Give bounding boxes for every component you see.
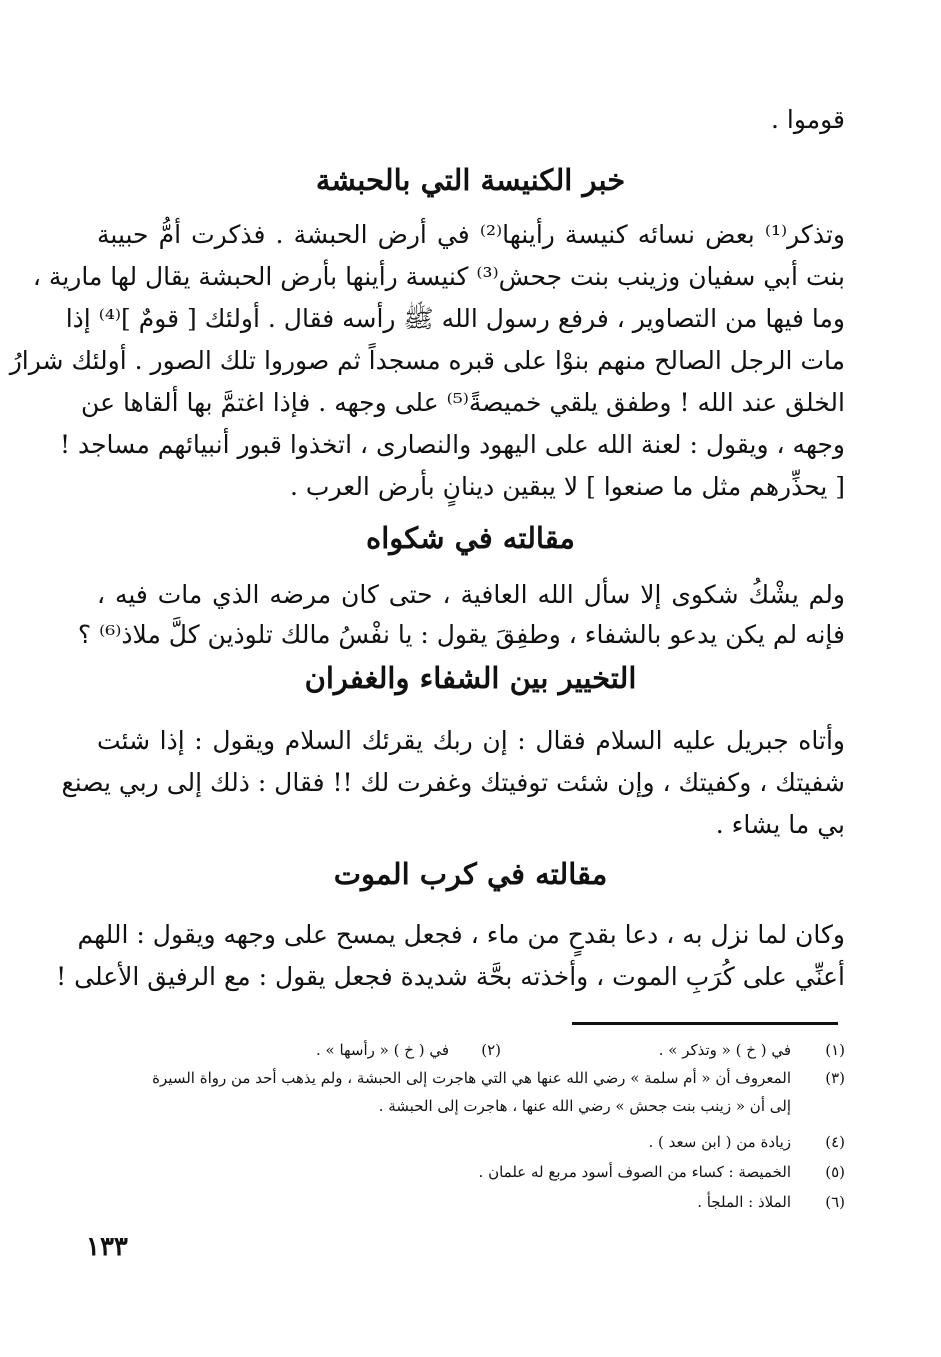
footnote-text: إلى أن « زينب بنت جحش » رضي الله عنها ، هاجرت إلى الحبشة .	[378, 1097, 791, 1115]
paragraph-line: وتذكر⁽¹⁾ بعض نسائه كنيسة رأينها⁽²⁾ في أرض الحبشة . فذكرت أمُّ حبيبة	[97, 220, 845, 249]
page-number: ١٣٣	[86, 1232, 128, 1262]
paragraph-line: ولم يشْكُ شكوى إلا سأل الله العافية ، حتى كان مرضه الذي مات فيه ،	[97, 580, 845, 609]
footnote-number: (٢)	[481, 1041, 501, 1059]
footnote-text: زيادة من ( ابن سعد ) .	[648, 1133, 791, 1151]
paragraph-line: فإنه لم يكن يدعو بالشفاء ، وطفِقَ يقول : يا نفْسُ مالك تلوذين كلَّ ملاذ⁽⁶⁾ ؟	[77, 620, 845, 649]
footnote-number: (١)	[825, 1041, 845, 1059]
footnote-separator	[572, 1022, 838, 1025]
paragraph-line: بنت أبي سفيان وزينب بنت جحش⁽³⁾ كنيسة رأينها بأرض الحبشة يقال لها مارية ،	[32, 262, 845, 291]
paragraph-line: وما فيها من التصاوير ، فرفع رسول الله ﷺ رأسه فقال . أولئك [ قومٌ ]⁽⁴⁾ إذا	[65, 304, 845, 333]
paragraph-line: مات الرجل الصالح منهم بنوْا على قبره مسجداً ثم صوروا تلك الصور . أولئك شرارُ	[9, 346, 845, 375]
footnote-text: في ( خ ) « رأسها » .	[315, 1041, 449, 1059]
section-heading: التخيير بين الشفاء والغفران	[304, 661, 637, 695]
continued-text-line: قوموا .	[770, 105, 845, 134]
footnote-text: في ( خ ) « وتذكر » .	[658, 1041, 791, 1059]
paragraph-line: وجهه ، ويقول : لعنة الله على اليهود والنصارى ، اتخذوا قبور أنبيائهم مساجد !	[59, 430, 845, 459]
footnote-text: الملاذ : الملجأ .	[697, 1193, 791, 1211]
footnote-text: الخميصة : كساء من الصوف أسود مربع له علمان .	[478, 1163, 791, 1181]
paragraph-line: شفيتك ، وكفيتك ، وإن شئت توفيتك وغفرت لك !! فقال : ذلك إلى ربي يصنع	[61, 768, 845, 797]
section-heading: خبر الكنيسة التي بالحبشة	[315, 163, 626, 197]
footnote-number: (٣)	[825, 1069, 845, 1087]
paragraph-line: وأتاه جبريل عليه السلام فقال : إن ربك يقرئك السلام ويقول : إذا شئت	[97, 726, 845, 755]
footnote-number: (٦)	[825, 1193, 845, 1211]
paragraph-line: [ يحذِّرهم مثل ما صنعوا ] لا يبقين دينانٍ بأرض العرب .	[290, 472, 845, 501]
paragraph-line: الخلق عند الله ! وطفق يلقي خميصةً⁽⁵⁾ على وجهه . فإذا اغتمَّ بها ألقاها عن	[81, 388, 845, 417]
footnote-number: (٥)	[825, 1163, 845, 1181]
footnote-text: المعروف أن « أم سلمة » رضي الله عنها هي التي هاجرت إلى الحبشة ، ولم يذهب أحد من رواة السيرة	[152, 1069, 791, 1087]
paragraph-line: بي ما يشاء .	[715, 810, 845, 839]
paragraph-line: أعنِّي على كُرَبِ الموت ، وأخذته بحَّة شديدة فجعل يقول : مع الرفيق الأعلى !	[56, 962, 845, 991]
footnote-number: (٤)	[825, 1133, 845, 1151]
section-heading: مقالته في شكواه	[366, 521, 575, 555]
section-heading: مقالته في كرب الموت	[333, 857, 608, 891]
paragraph-line: وكان لما نزل به ، دعا بقدحٍ من ماء ، فجعل يمسح على وجهه ويقول : اللهم	[77, 920, 845, 949]
